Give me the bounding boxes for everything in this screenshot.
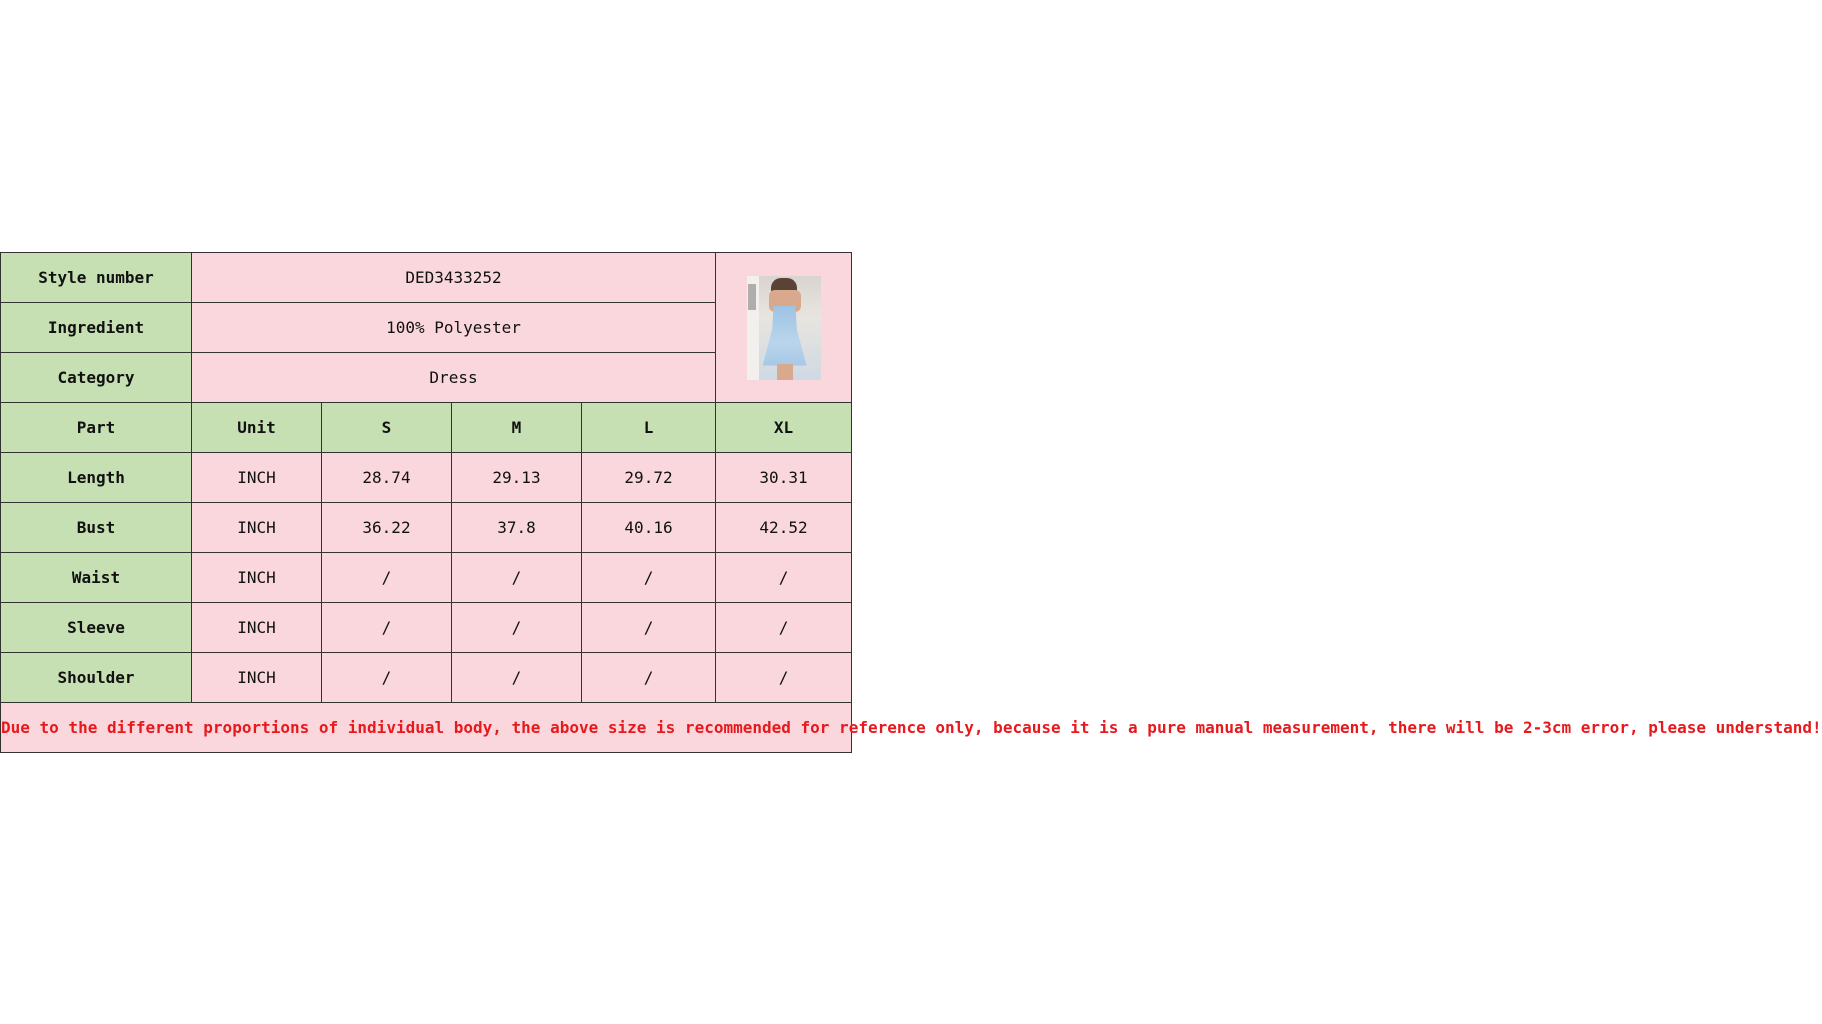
- style-row: [1, 253, 852, 303]
- table-row: [1, 553, 852, 603]
- value-cell: 30.31: [716, 453, 852, 503]
- value-cell: 29.13: [452, 453, 582, 503]
- product-photo-cell: [716, 253, 852, 403]
- header-unit: Unit: [192, 403, 322, 453]
- ingredient-label: Ingredient: [1, 303, 192, 353]
- style-number-value: DED3433252: [192, 253, 716, 303]
- part-label: Bust: [1, 503, 192, 553]
- header-size-xl: XL: [716, 403, 852, 453]
- part-label: Sleeve: [1, 603, 192, 653]
- value-cell: /: [452, 603, 582, 653]
- unit-cell: INCH: [192, 453, 322, 503]
- value-cell: 28.74: [322, 453, 452, 503]
- category-label: Category: [1, 353, 192, 403]
- value-cell: /: [716, 653, 852, 703]
- value-cell: /: [322, 603, 452, 653]
- value-cell: 37.8: [452, 503, 582, 553]
- value-cell: /: [716, 603, 852, 653]
- value-cell: /: [452, 553, 582, 603]
- unit-cell: INCH: [192, 653, 322, 703]
- value-cell: 29.72: [582, 453, 716, 503]
- category-value: Dress: [192, 353, 716, 403]
- header-part: Part: [1, 403, 192, 453]
- part-label: Waist: [1, 553, 192, 603]
- value-cell: /: [322, 653, 452, 703]
- note-row: [1, 703, 852, 753]
- part-label: Length: [1, 453, 192, 503]
- value-cell: /: [582, 653, 716, 703]
- header-size-m: M: [452, 403, 582, 453]
- ingredient-value: 100% Polyester: [192, 303, 716, 353]
- unit-cell: INCH: [192, 553, 322, 603]
- dress-photo-icon: [747, 276, 821, 380]
- value-cell: 42.52: [716, 503, 852, 553]
- table-row: [1, 503, 852, 553]
- part-label: Shoulder: [1, 653, 192, 703]
- value-cell: /: [582, 553, 716, 603]
- value-cell: /: [716, 553, 852, 603]
- style-number-label: Style number: [1, 253, 192, 303]
- value-cell: 36.22: [322, 503, 452, 553]
- value-cell: /: [452, 653, 582, 703]
- header-size-s: S: [322, 403, 452, 453]
- header-row: [1, 403, 852, 453]
- size-table: [0, 252, 1822, 753]
- unit-cell: INCH: [192, 503, 322, 553]
- value-cell: 40.16: [582, 503, 716, 553]
- header-size-l: L: [582, 403, 716, 453]
- value-cell: /: [582, 603, 716, 653]
- size-disclaimer-note: Due to the different proportions of individual body, the above size is recommended for reference only, because it is a pure manual measurement, there will be 2-3cm error, please understand!: [1, 703, 852, 753]
- unit-cell: INCH: [192, 603, 322, 653]
- table-row: [1, 603, 852, 653]
- size-chart: [0, 252, 1822, 753]
- table-row: [1, 653, 852, 703]
- table-row: [1, 453, 852, 503]
- value-cell: /: [322, 553, 452, 603]
